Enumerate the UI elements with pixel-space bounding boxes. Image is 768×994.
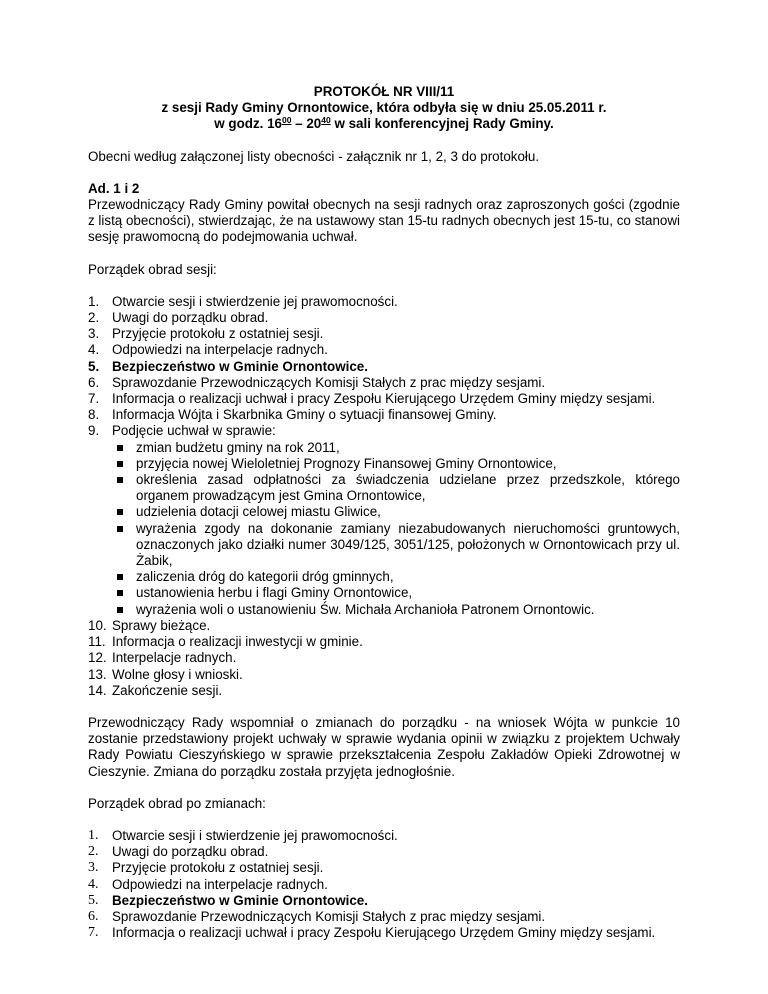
agenda-item <box>88 683 680 699</box>
agenda2-item-number: 2. <box>88 844 99 860</box>
resolution-text: ustanowienia herbu i flagi Gminy Ornontowice, <box>136 585 413 601</box>
agenda2-item-text: Bezpieczeństwo w Gminie Ornontowice. <box>112 892 368 908</box>
agenda-item-text: Podjęcie uchwał w sprawie: <box>112 423 276 439</box>
agenda-item-number: 1. <box>88 293 100 309</box>
time-start-minutes: 00 <box>281 115 292 126</box>
resolution-text: określenia zasad odpłatności za świadczenia udzielane przez przedszkole, którego organem prowadzącym jest Gmina Ornontowice, <box>136 472 680 504</box>
agenda2-item-number: 5. <box>88 892 99 908</box>
agenda-item <box>88 634 680 650</box>
agenda-item-text: Bezpieczeństwo w Gminie Ornontowice. <box>112 358 368 374</box>
agenda-item <box>88 650 680 666</box>
square-bullet-icon <box>117 574 123 580</box>
agenda2-item <box>88 860 680 876</box>
agenda2-item-number: 4. <box>88 876 99 892</box>
agenda-item-number: 9. <box>88 423 100 439</box>
agenda-item-number: 12. <box>88 650 107 666</box>
resolution-text: przyjęcia nowej Wieloletniej Prognozy Finansowej Gminy Ornontowice, <box>136 455 557 471</box>
agenda2-item-text: Odpowiedzi na interpelacje radnych. <box>112 876 328 892</box>
protocol-content <box>88 84 680 941</box>
agenda2-item-number: 3. <box>88 860 99 876</box>
agenda2-item <box>88 877 680 893</box>
agenda-item-number: 7. <box>88 391 100 407</box>
resolution-text: udzielenia dotacji celowej miastu Gliwice, <box>136 504 381 520</box>
title-line-2: z sesji Rady Gminy Ornontowice, która odbyła się w dniu 25.05.2011 r. <box>161 100 607 116</box>
resolution-item <box>112 521 680 570</box>
agenda-item-number: 14. <box>88 682 107 698</box>
agenda-item-number: 13. <box>88 666 107 682</box>
agenda2-item-number: 1. <box>88 827 99 843</box>
agenda-item-number: 5. <box>88 358 100 374</box>
agenda-item <box>88 342 680 358</box>
agenda-item-text: Informacja Wójta i Skarbnika Gminy o sytuacji finansowej Gminy. <box>112 407 497 423</box>
agenda2-item <box>88 909 680 925</box>
agenda2-item <box>88 844 680 860</box>
agenda2-item <box>88 925 680 941</box>
agenda-item <box>88 407 680 423</box>
protocol-title <box>88 84 680 133</box>
agenda2-list <box>88 828 680 941</box>
agenda-item <box>88 618 680 634</box>
agenda2-item-text: Uwagi do porządku obrad. <box>112 844 269 860</box>
agenda-item-text: Przyjęcie protokołu z ostatniej sesji. <box>112 326 324 342</box>
time-end-minutes: 40 <box>321 115 331 126</box>
resolution-item <box>112 440 680 456</box>
agenda-item <box>88 375 680 391</box>
agenda-item-text: Informacja o realizacji inwestycji w gminie. <box>112 634 363 650</box>
agenda-item-number: 6. <box>88 374 100 390</box>
resolution-item <box>112 585 680 601</box>
time-start-hour: w godz. 16 <box>214 116 282 132</box>
resolutions-list <box>112 440 680 618</box>
agenda-item <box>88 423 680 617</box>
title-line-3 <box>88 116 680 132</box>
agenda-item <box>88 667 680 683</box>
agenda-item-text: Wolne głosy i wnioski. <box>112 666 243 682</box>
square-bullet-icon <box>117 461 123 467</box>
resolution-item <box>112 602 680 618</box>
agenda2-item-text: Przyjęcie protokołu z ostatniej sesji. <box>112 860 324 876</box>
agenda-item-text: Sprawy bieżące. <box>112 617 211 633</box>
resolution-item <box>112 569 680 585</box>
title-line-1: PROTOKÓŁ NR VIII/11 <box>313 84 455 99</box>
resolution-item <box>112 504 680 520</box>
resolution-text: zmian budżetu gminy na rok 2011, <box>136 439 340 455</box>
square-bullet-icon <box>117 590 123 596</box>
resolution-item <box>112 472 680 504</box>
agenda-item-number: 3. <box>88 326 100 342</box>
agenda-item-number: 2. <box>88 310 100 326</box>
agenda-item-text: Informacja o realizacji uchwał i pracy Zespołu Kierującego Urzędem Gminy między sesjami. <box>112 391 656 407</box>
agenda-item-text: Uwagi do porządku obrad. <box>112 310 269 326</box>
agenda2-item-text: Otwarcie sesji i stwierdzenie jej prawomocności. <box>112 827 398 843</box>
changes-paragraph: Przewodniczący Rady wspomniał o zmianach do porządku - na wniosek Wójta w punkcie 10 zostanie przedstawiony projekt uchwały w sprawie wydania opinii w związku z projektem Uchwały Rady Powiatu Cieszyńskiego w sprawie przekształcenia Zespołu Zakładów Opieki Zdrowotnej w Cieszynie. Zmiana do porządku została przyjęta jednogłośnie. <box>88 714 680 779</box>
resolution-text: wyrażenia woli o ustanowieniu Św. Michała Archanioła Patronem Ornontowic. <box>136 601 595 617</box>
square-bullet-icon <box>117 445 123 451</box>
attendance-note: Obecni według załączonej listy obecności - załącznik nr 1, 2, 3 do protokołu. <box>88 148 540 164</box>
square-bullet-icon <box>117 607 123 613</box>
square-bullet-icon <box>117 509 123 515</box>
square-bullet-icon <box>117 477 123 483</box>
resolution-item <box>112 456 680 472</box>
agenda-item-number: 11. <box>88 634 106 650</box>
agenda-item <box>88 359 680 375</box>
agenda-item-text: Interpelacje radnych. <box>112 650 237 666</box>
agenda2-item-text: Sprawozdanie Przewodniczących Komisji Stałych z prac między sesjami. <box>112 908 546 924</box>
agenda2-item <box>88 828 680 844</box>
ad-paragraph: Przewodniczący Rady Gminy powitał obecnych na sesji radnych oraz zaproszonych gości (zgodnie z listą obecności), stwierdzając, że na ustawowy stan 15-tu radnych obecnych jest 15-tu, co stanowi sesję prawomocną do podejmowania uchwał. <box>88 197 680 245</box>
agenda2-item <box>88 893 680 909</box>
agenda2-item-number: 7. <box>88 925 99 941</box>
resolution-text: wyrażenia zgody na dokonanie zamiany niezabudowanych nieruchomości gruntowych, oznaczonych jako działki numer 3049/125, 3051/125, położonych w Ornontowicach przy ul. Żabik, <box>136 520 680 569</box>
agenda-heading: Porządek obrad sesji: <box>88 261 217 277</box>
agenda2-item-number: 6. <box>88 908 99 924</box>
agenda2-item-text: Informacja o realizacji uchwał i pracy Zespołu Kierującego Urzędem Gminy między sesjami. <box>112 925 656 941</box>
agenda2-heading: Porządek obrad po zmianach: <box>88 795 266 811</box>
agenda-item-number: 8. <box>88 407 100 423</box>
agenda-item <box>88 294 680 310</box>
agenda-item-text: Zakończenie sesji. <box>112 682 223 698</box>
agenda-item-text: Odpowiedzi na interpelacje radnych. <box>112 342 328 358</box>
agenda-list <box>88 294 680 699</box>
agenda-item <box>88 326 680 342</box>
square-bullet-icon <box>117 526 123 532</box>
agenda-item-number: 4. <box>88 342 100 358</box>
resolution-text: zaliczenia dróg do kategorii dróg gminnych, <box>136 569 394 585</box>
agenda-item-text: Sprawozdanie Przewodniczących Komisji Stałych z prac między sesjami. <box>112 374 546 390</box>
agenda-item <box>88 310 680 326</box>
time-end-hour: – 20 <box>291 116 322 132</box>
ad-heading: Ad. 1 i 2 <box>88 180 140 196</box>
agenda-item <box>88 391 680 407</box>
session-location: w sali konferencyjnej Rady Gminy. <box>330 116 554 132</box>
agenda-item-text: Otwarcie sesji i stwierdzenie jej prawomocności. <box>112 293 398 309</box>
agenda-item-number: 10. <box>88 617 107 633</box>
